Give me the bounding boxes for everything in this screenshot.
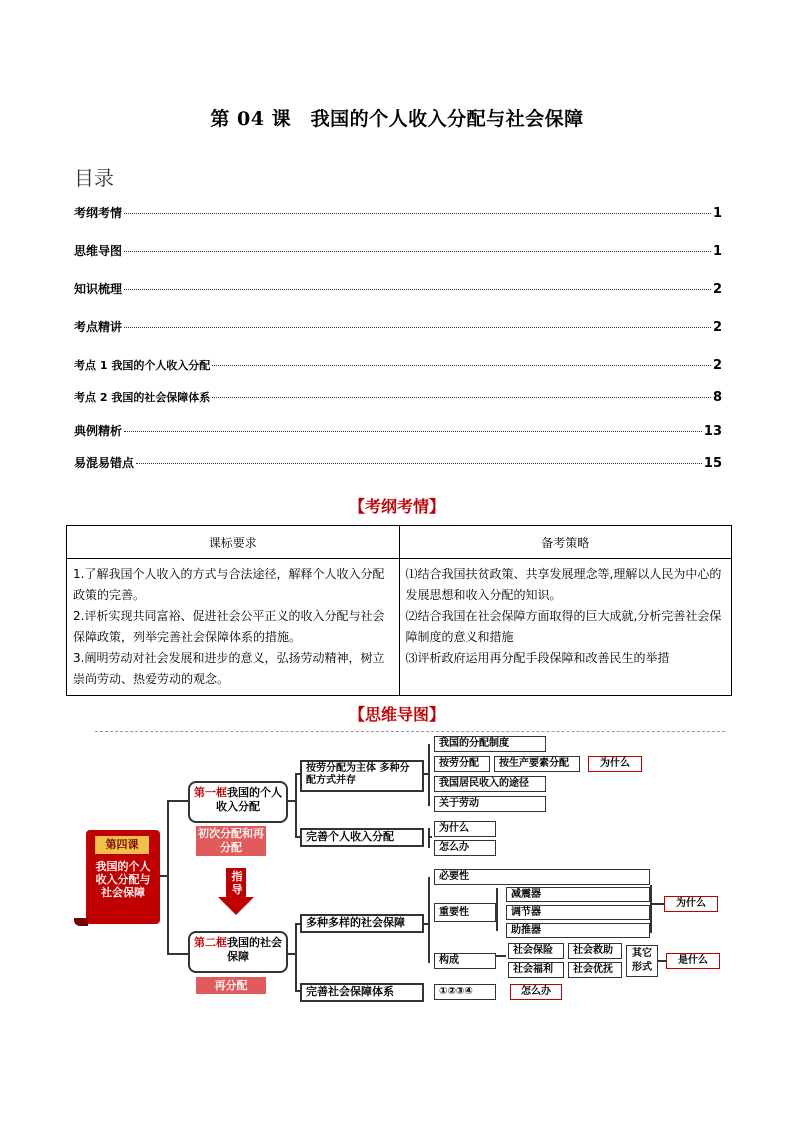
- toc-item[interactable]: [74, 242, 722, 259]
- requirement-item: 3.阐明劳动对社会发展和进步的意义，弘扬劳动精神，树立崇尚劳动、热爱劳动的观念。: [73, 651, 385, 686]
- toc-item-page: 8: [712, 390, 722, 405]
- toc-item-page: 13: [703, 424, 722, 439]
- toc-leader: [124, 213, 711, 214]
- toc-leader: [124, 327, 711, 328]
- connector: [428, 828, 430, 848]
- toc-item-label: 思维导图: [74, 244, 123, 258]
- leaf-why: 为什么: [434, 821, 496, 837]
- outline-header: 【考纲考情】: [348, 497, 445, 516]
- frame1-node: [188, 781, 288, 823]
- toc-item-label: 考点 1 我国的个人收入分配: [74, 359, 211, 372]
- requirement-item: 2.评析实现共同富裕、促进社会公平正义的收入分配与社会保障政策，列举完善社会保障体系的措施。: [73, 609, 385, 644]
- strategies-cell: [399, 559, 732, 696]
- connector: [650, 885, 652, 933]
- strategy-item: ⑶评析政府运用再分配手段保障和改善民生的举措: [405, 651, 670, 665]
- toc-leader: [212, 365, 711, 366]
- toc-leader: [136, 463, 702, 464]
- frame2-sub: 再分配: [196, 977, 266, 994]
- frame1-title: 我国的个人收入分配: [216, 786, 282, 813]
- leaf-income-path: 我国居民收入的途径: [434, 776, 546, 792]
- toc-item-label: 考点 2 我国的社会保障体系: [74, 391, 211, 404]
- connector: [650, 903, 664, 905]
- toc-item-label: 典例精析: [74, 424, 123, 438]
- requirements-cell: [67, 559, 400, 696]
- leaf-special-care: 社会优抚: [568, 962, 622, 978]
- requirements-table: [66, 525, 732, 696]
- root-node: [86, 830, 160, 924]
- toc-item-label: 易混易错点: [74, 456, 135, 470]
- connector: [295, 773, 297, 837]
- how-tag: 怎么办: [510, 984, 562, 1000]
- leaf-importance: 重要性: [434, 903, 496, 922]
- toc-item-page: 2: [712, 282, 722, 297]
- leaf-welfare: 社会福利: [508, 962, 564, 978]
- node-perfect-income: 完善个人收入分配: [300, 828, 424, 847]
- leaf-booster: 助推器: [506, 923, 650, 938]
- root-scroll-fold: [74, 918, 88, 926]
- toc-heading: 目录: [74, 166, 114, 190]
- toc-item-label: 知识梳理: [74, 282, 123, 296]
- guide-label: 指导: [231, 870, 243, 896]
- leaf-how: 怎么办: [434, 840, 496, 856]
- frame1-label: 第一框: [194, 786, 227, 799]
- connector: [658, 960, 666, 962]
- why-tag: 为什么: [588, 756, 642, 772]
- requirement-item: 1.了解我国个人收入的方式与合法途径，解释个人收入分配政策的完善。: [73, 567, 385, 602]
- toc-item-label: 考点精讲: [74, 320, 123, 334]
- leaf-about-labor: 关于劳动: [434, 796, 546, 812]
- leaf-other-forms: 其它形式: [626, 945, 658, 977]
- mindmap-header: 【思维导图】: [348, 705, 445, 724]
- toc-item[interactable]: [74, 318, 722, 335]
- root-title: 我国的个人收入分配与社会保障: [95, 860, 151, 899]
- toc-leader: [124, 431, 702, 432]
- toc-item[interactable]: [74, 204, 722, 221]
- frame1-sub: 初次分配和再分配: [198, 827, 264, 854]
- leaf-relief: 社会救助: [568, 943, 622, 959]
- leaf-necessity: 必要性: [434, 869, 650, 885]
- page-title: 第 04 课 我国的个人收入分配与社会保障: [210, 108, 584, 130]
- frame2-node: [188, 931, 288, 973]
- frame2-label: 第二框: [194, 936, 227, 949]
- connector: [428, 877, 430, 963]
- connector: [167, 953, 189, 955]
- toc-leader: [212, 397, 711, 398]
- toc-leader: [124, 251, 711, 252]
- divider: [95, 731, 725, 732]
- node-diverse-security: 多种多样的社会保障: [300, 914, 424, 933]
- toc-item-label: 考纲考情: [74, 206, 123, 220]
- leaf-insurance: 社会保险: [508, 943, 564, 959]
- toc-item-page: 15: [703, 456, 722, 471]
- toc-leader: [124, 289, 711, 290]
- toc-item-page: 2: [712, 358, 722, 373]
- toc-item-page: 1: [712, 206, 722, 221]
- leaf-distribution-system: 我国的分配制度: [434, 736, 546, 752]
- toc-item-page: 1: [712, 244, 722, 259]
- col-header-strategies: 备考策略: [399, 526, 732, 559]
- leaf-composition: 构成: [434, 953, 496, 969]
- col-header-requirements: 课标要求: [67, 526, 400, 559]
- root-tag: 第四课: [95, 836, 149, 854]
- leaf-stabilizer: 减震器: [506, 887, 650, 902]
- toc-item[interactable]: [74, 454, 722, 471]
- strategy-item: ⑵结合我国在社会保障方面取得的巨大成就,分析完善社会保障制度的意义和措施: [405, 609, 722, 644]
- leaf-measures: ①②③④: [434, 984, 496, 1000]
- connector: [496, 888, 498, 931]
- leaf-regulator: 调节器: [506, 905, 650, 920]
- toc-item[interactable]: [74, 389, 722, 405]
- connector: [167, 800, 189, 802]
- frame2-title: 我国的社会保障: [227, 936, 282, 963]
- toc-item-page: 2: [712, 320, 722, 335]
- connector: [428, 744, 430, 806]
- toc-item[interactable]: [74, 357, 722, 373]
- strategy-item: ⑴结合我国扶贫政策、共享发展理念等,理解以人民为中心的发展思想和收入分配的知识。: [405, 567, 722, 602]
- node-perfect-system: 完善社会保障体系: [300, 983, 424, 1002]
- leaf-labor: 按劳分配: [434, 756, 490, 772]
- connector: [295, 923, 297, 991]
- node-labor-distribution: 按劳分配为主体 多种分配方式并存: [300, 760, 424, 792]
- why-tag: 为什么: [664, 896, 718, 912]
- toc-item[interactable]: [74, 280, 722, 297]
- toc-item[interactable]: [74, 422, 722, 439]
- connector: [167, 800, 169, 954]
- what-tag: 是什么: [666, 953, 720, 969]
- leaf-factor: 按生产要素分配: [494, 756, 580, 772]
- connector: [496, 955, 506, 957]
